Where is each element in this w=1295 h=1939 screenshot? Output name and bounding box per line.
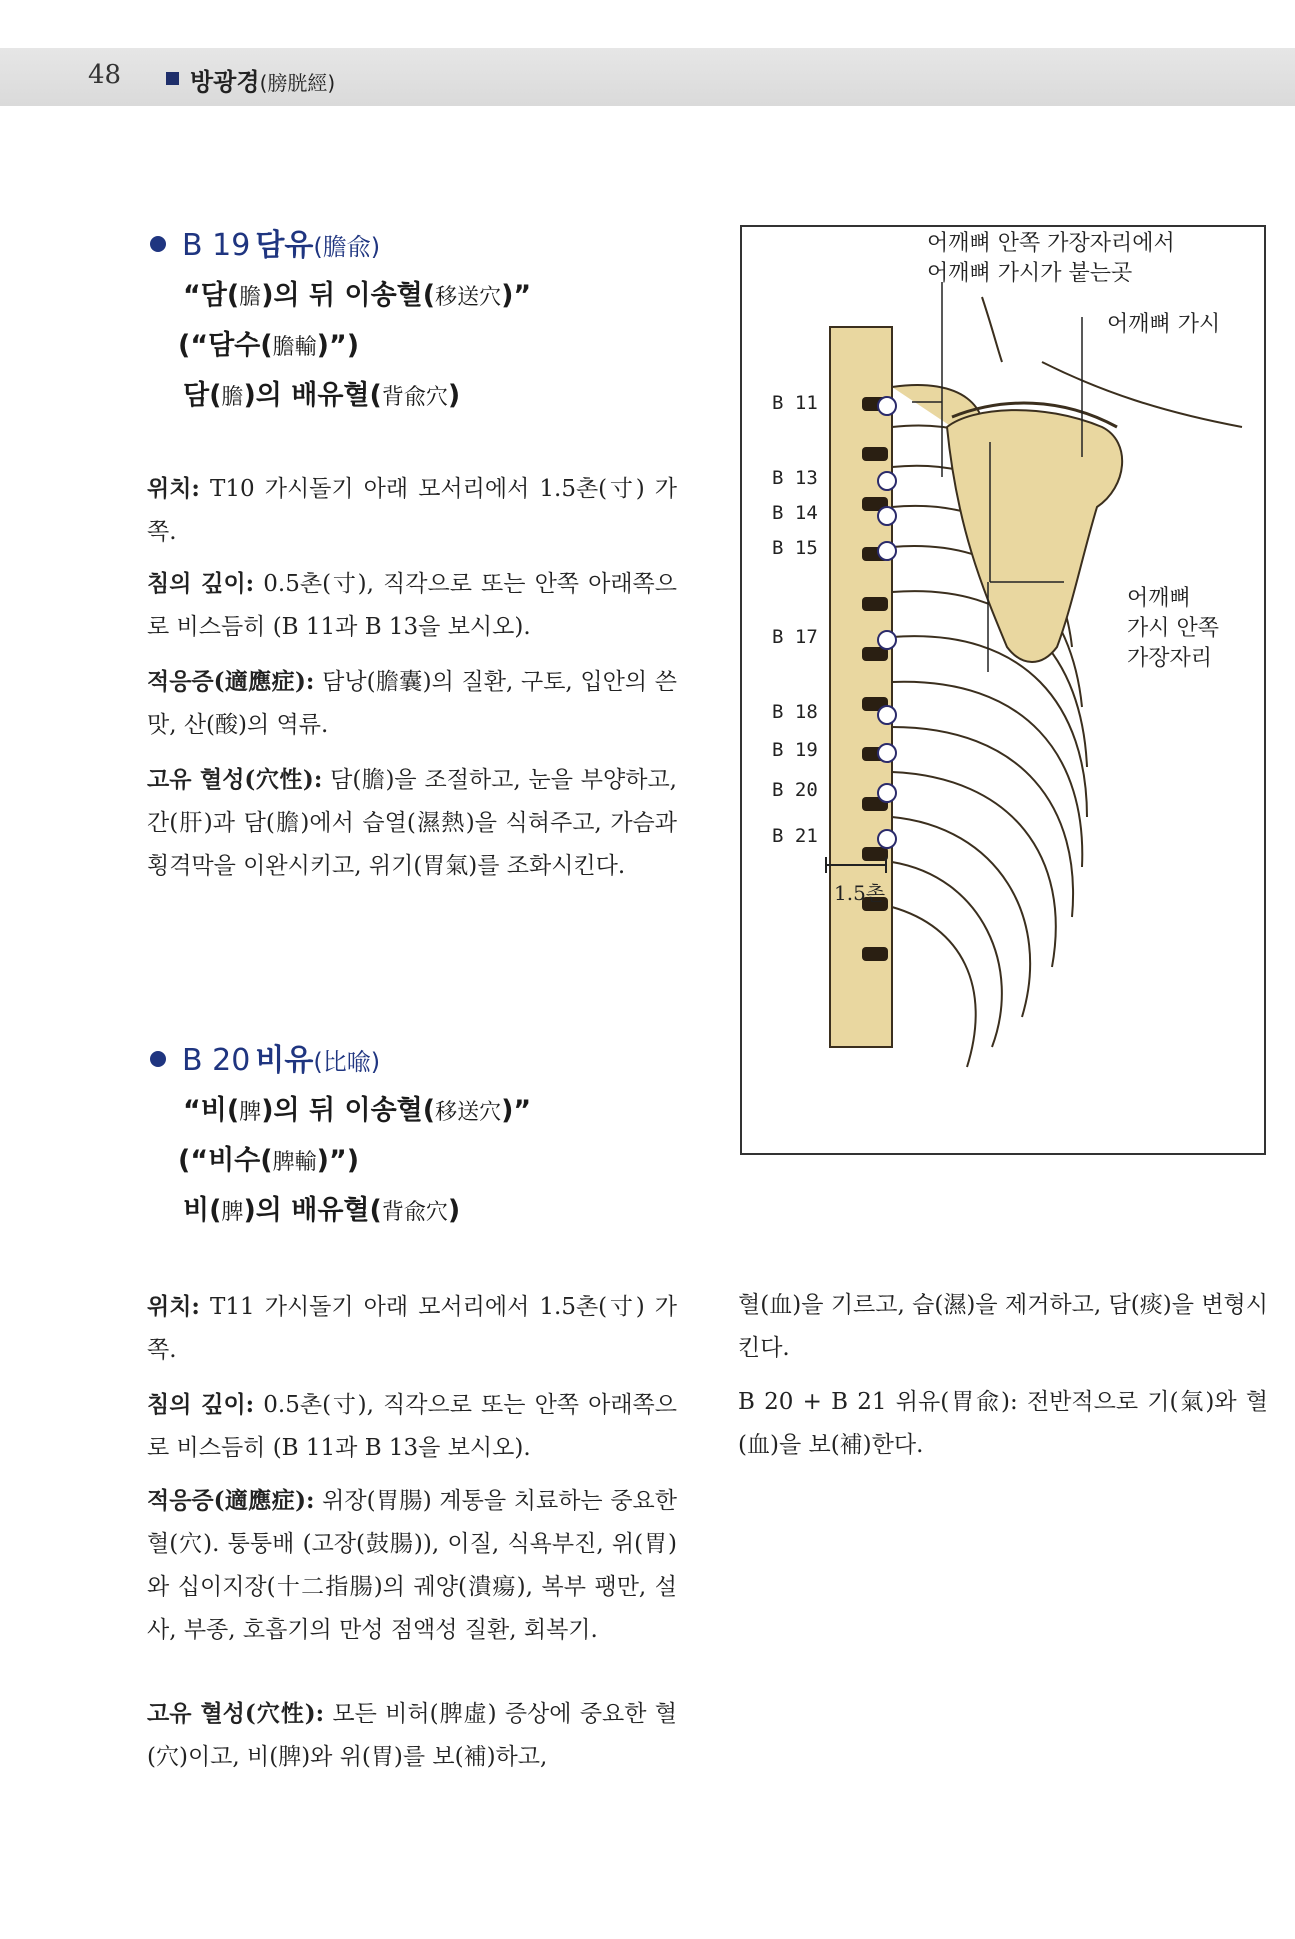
b20-subtitle-1: “비(脾)의 뒤 이송혈(移送穴)”: [183, 1095, 532, 1126]
b19-depth: 침의 깊이: 0.5촌(寸), 직각으로 또는 안쪽 아래쪽으로 비스듬히 (B 11과 B 13을 보시오).: [147, 570, 677, 640]
chapter-title: 방광경(膀胱經): [190, 68, 336, 96]
b19-property: 고유 혈성(穴性): 담(膽)을 조절하고, 눈을 부양하고, 간(肝)과 담(膽)에서 습열(濕熱)을 식혀주고, 가슴과 횡격막을 이완시키고, 위기(胃氣)를 조화시킨다.: [147, 766, 677, 879]
label-scapular-spine: 어깨뼈 가시: [1107, 312, 1221, 337]
b20-property: 고유 혈성(穴性): 모든 비허(脾虛) 증상에 중요한 혈(穴)이고, 비(脾)와 위(胃)를 보(補)하고,: [147, 1700, 677, 1770]
point-label-b21: B 21: [772, 825, 818, 847]
spine-column: [830, 327, 892, 1047]
header-square-icon: [166, 72, 179, 85]
b19-indication: 적응증(適應症): 담낭(膽囊)의 질환, 구토, 입안의 쓴맛, 산(酸)의 역류.: [147, 668, 677, 738]
b20-location: 위치: T11 가시돌기 아래 모서리에서 1.5촌(寸) 가쪽.: [147, 1293, 677, 1363]
point-label-b18: B 18: [772, 701, 818, 723]
b20-heading: B 20 비유(比喩): [150, 1035, 380, 1079]
point-label-b17: B 17: [772, 626, 818, 648]
page-number: 48: [88, 60, 122, 90]
label-medial-border: 어깨뼈 가시 안쪽 가장자리: [1127, 586, 1220, 671]
anatomy-illustration: [742, 227, 1264, 1153]
b20-indication: 적응증(適應症): 위장(胃腸) 계통을 치료하는 중요한 혈(穴). 퉁퉁배 (고장(鼓腸)), 이질, 식욕부진, 위(胃)와 십이지장(十二指腸)의 궤양(潰瘍), 복부 팽만, 설사, 부종, 호흡기의 만성 점액성 질환, 회복기.: [147, 1487, 677, 1643]
spine-scapula-figure: [740, 225, 1266, 1155]
b20-depth: 침의 깊이: 0.5촌(寸), 직각으로 또는 안쪽 아래쪽으로 비스듬히 (B 11과 B 13을 보시오).: [147, 1391, 677, 1461]
scale-label: 1.5촌: [834, 881, 886, 905]
b20-property-continued: 혈(血)을 기르고, 습(濕)을 제거하고, 담(痰)을 변형시킨다.: [738, 1292, 1268, 1361]
neck-contour: [982, 297, 1002, 362]
b20-subtitle-3: 비(脾)의 배유혈(背兪穴): [183, 1195, 461, 1226]
b19-subtitle-2: (“담수(膽輸)”): [178, 330, 360, 361]
b19-subtitle-1: “담(膽)의 뒤 이송혈(移送穴)”: [183, 280, 532, 311]
point-label-b13: B 13: [772, 467, 818, 489]
b19-location: 위치: T10 가시돌기 아래 모서리에서 1.5촌(寸) 가쪽.: [147, 475, 677, 545]
label-spine-root: 어깨뼈 안쪽 가장자리에서 어깨뼈 가시가 붙는곳: [927, 231, 1175, 286]
scapula: [947, 410, 1122, 662]
bullet-icon: [150, 236, 166, 252]
b19-heading: B 19 담유(膽兪): [150, 220, 380, 264]
bullet-icon: [150, 1051, 166, 1067]
point-label-b19: B 19: [772, 739, 818, 761]
b20-combination: B 20 + B 21 위유(胃兪): 전반적으로 기(氣)와 혈(血)을 보(補)한다.: [738, 1389, 1268, 1458]
b19-subtitle-3: 담(膽)의 배유혈(背兪穴): [183, 380, 461, 411]
b20-subtitle-2: (“비수(脾輸)”): [178, 1145, 360, 1176]
point-label-b20: B 20: [772, 779, 818, 801]
point-label-b11: B 11: [772, 392, 818, 414]
point-label-b14: B 14: [772, 502, 818, 524]
point-label-b15: B 15: [772, 537, 818, 559]
